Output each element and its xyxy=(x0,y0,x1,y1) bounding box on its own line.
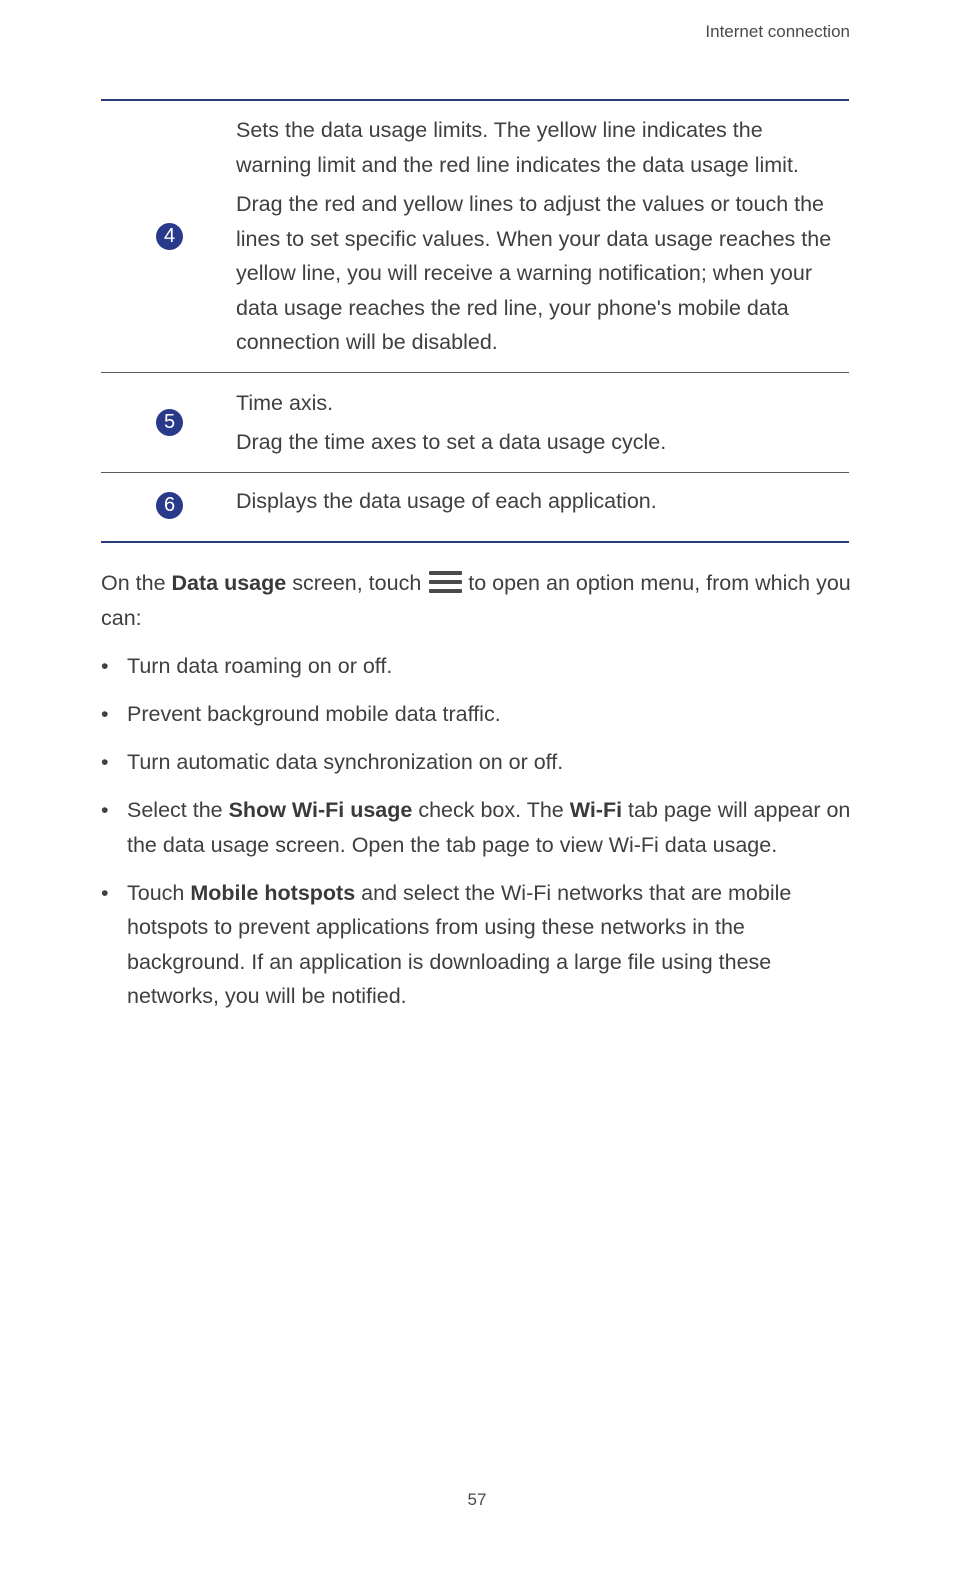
list-item-text xyxy=(123,793,851,862)
callout-description xyxy=(236,386,849,460)
page-header-title: Internet connection xyxy=(705,22,850,41)
bullet-glyph: • xyxy=(101,798,109,822)
list-item xyxy=(101,793,851,862)
description-line: Time axis. xyxy=(236,390,334,415)
list-item-bold-term: Wi-Fi xyxy=(569,798,623,822)
callout-number-cell xyxy=(101,473,236,519)
intro-prefix: On the xyxy=(101,571,172,595)
description-line: Drag the time axes to set a data usage cycle. xyxy=(236,430,667,454)
intro-suffix: to open an option menu, from which you can: xyxy=(101,571,851,630)
callout-description xyxy=(236,113,849,360)
list-item-text-segment: tab page will appear on the data usage screen. Open the tab page to view Wi-Fi data usage. xyxy=(127,798,851,857)
callout-number-badge: 5 xyxy=(156,409,183,436)
list-item xyxy=(101,876,851,1014)
page-number: 57 xyxy=(467,1490,487,1509)
list-item xyxy=(101,745,851,780)
bullet-glyph: • xyxy=(101,702,109,726)
list-item-text-segment: check box. The xyxy=(412,798,570,822)
list-item xyxy=(101,697,851,732)
list-item-bold-term: Mobile hotspots xyxy=(190,880,356,905)
table-row xyxy=(101,373,849,473)
option-list xyxy=(101,649,851,1027)
callout-number-badge: 6 xyxy=(156,492,183,519)
intro-middle: screen, touch xyxy=(286,571,422,595)
bullet-glyph: • xyxy=(101,880,109,905)
intro-bold-data-usage: Data usage xyxy=(171,571,287,595)
table-row xyxy=(101,473,849,541)
list-item xyxy=(101,649,851,684)
description-line: Displays the data usage of each application. xyxy=(236,489,657,513)
description-line: Sets the data usage limits. The yellow line indicates the warning limit and the red line indicates the data usage limit. xyxy=(236,118,799,177)
table-row xyxy=(101,101,849,373)
menu-icon xyxy=(429,570,462,594)
list-item-text-segment: Turn automatic data synchronization on or off. xyxy=(127,750,564,774)
callout-description xyxy=(236,473,849,519)
callout-number-cell xyxy=(101,409,236,436)
list-item-text-segment: Turn data roaming on or off. xyxy=(127,654,393,678)
list-item-bold-term: Show Wi-Fi usage xyxy=(228,798,413,822)
list-item-text xyxy=(123,649,851,684)
list-item-text xyxy=(123,697,851,732)
callout-number-cell xyxy=(101,223,236,250)
intro-paragraph xyxy=(101,566,851,635)
list-item-text-segment: Prevent background mobile data traffic. xyxy=(127,702,501,726)
list-item-text-segment: Select the xyxy=(127,798,229,822)
description-line: Drag the red and yellow lines to adjust the values or touch the lines to set specific values. When your data usage reaches the yellow line, you will receive a warning notification; when your data usage reaches the red line, your phone's mobile data connection will be disabled. xyxy=(236,192,832,355)
callout-number-badge: 4 xyxy=(156,223,183,250)
list-item-text-segment: Touch xyxy=(127,880,191,905)
bullet-glyph: • xyxy=(101,654,109,678)
bullet-glyph: • xyxy=(101,750,109,774)
list-item-text xyxy=(123,876,851,1014)
callout-table xyxy=(101,99,849,543)
list-item-text xyxy=(123,745,851,780)
list-item-text-segment: and select the Wi-Fi networks that are mobile hotspots to prevent applications from using these networks in the background. If an application is downloading a large file using these networks, you will be notified. xyxy=(127,880,792,1008)
